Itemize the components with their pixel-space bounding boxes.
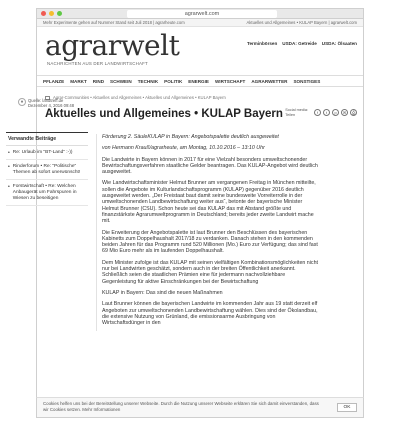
top-bar-right[interactable]: Aktuelles und Allgemeines • KULAP Bayern | agrarwelt.com (246, 20, 357, 25)
cookie-ok-button[interactable]: OK (337, 403, 357, 412)
related-post-item[interactable] (6, 160, 88, 180)
site-logo[interactable] (45, 31, 179, 66)
nav-item-energie[interactable]: ENERGIE (188, 78, 209, 84)
related-post-item[interactable] (6, 146, 88, 160)
related-posts-title: Verwandte Beiträge (6, 132, 88, 146)
bullet-icon: • (8, 184, 10, 190)
related-post-label: Rinderforum • Re: "Politische" Themen ab sofort unerwünscht! (12, 164, 81, 175)
print-icon[interactable]: ⎙ (351, 111, 356, 115)
social-label-line2: Teilen (285, 112, 296, 117)
address-bar[interactable]: agrarwelt.com (127, 10, 277, 18)
social-label-line1: Social media: (285, 108, 308, 112)
nav-item-pflanze[interactable]: PFLANZE (43, 78, 65, 84)
logo-tagline: NACHRICHTEN AUS DER LANDWIRTSCHAFT (47, 61, 148, 66)
social-label (285, 108, 308, 117)
top-bar-left[interactable]: Mehr Experimente gehen auf Nummer Stand seit Juli 2018 | agrarheute.com (43, 20, 185, 25)
close-window-icon[interactable] (41, 11, 46, 16)
market-link-termin[interactable]: Terminbörsen (247, 41, 278, 46)
twitter-icon[interactable]: t (323, 109, 330, 116)
related-post-item[interactable] (6, 180, 88, 206)
maximize-window-icon[interactable] (57, 11, 62, 16)
main-nav (37, 75, 363, 87)
market-link-oelsaaten[interactable]: USDA: Ölsaaten (321, 41, 357, 46)
meta-source: Quelle: landtreff.de (28, 98, 64, 103)
meta-date: Dezember 4, 2016 09:48 (28, 103, 75, 109)
market-links (247, 41, 357, 46)
article-paragraph: Wie Landwirtschaftsminister Helmut Brunner am vergangenen Freitag in München mitteilte, sollen die Angebote im Kulturlandschaftsprogramm (KULAP) gegenüber 2016 deutlich ausgeweitet werden. „Der Freistaat baut damit seine bundesweite Vorreiterrolle in der umweltschonenden Landbewirtschaftung weiter aus“, betonte der bayerische Minister Helmut Brunner (CSU). Schon heute sei das KULAP das mit Abstand größte und finanzstärkste Agrarumweltprogramm in Deutschland; bereits jeder zweite Landwirt mache mit. (102, 180, 316, 225)
article-byline: von Hermann Krauß/agrarheute, am Montag, 10.10.2016 – 13:10 Uhr (102, 145, 265, 152)
related-post-label: Re: Urlaub im "BT-Land" :-)) (12, 150, 73, 155)
bullet-icon: • (8, 164, 10, 170)
pinterest-icon[interactable]: p (332, 109, 339, 116)
cookie-banner (36, 397, 364, 418)
nav-item-wirtschaft[interactable]: WIRTSCHAFT (214, 78, 246, 84)
related-posts (6, 132, 88, 206)
window-controls (41, 11, 62, 16)
article-paragraph: Die Landwirte in Bayern können in 2017 für eine Vielzahl besonders umweltschonender Bewirtschaftungsverfahren staatliche Gelder beantragen. Das KULAP-Angebot wird deutlich ausgeweitet. (102, 156, 318, 176)
bullet-icon: • (8, 150, 10, 156)
facebook-icon[interactable]: f (314, 109, 321, 116)
article-lead: Förderung 2. SäuleKULAP in Bayern: Angebotspalette deutlich ausgeweitet (102, 134, 279, 140)
author-avatar-icon: ● (18, 98, 26, 106)
email-icon[interactable]: ✉ (342, 111, 347, 115)
nav-item-sonstiges[interactable]: SONSTIGES (293, 78, 321, 84)
breadcrumb (37, 87, 363, 100)
social-share (285, 108, 357, 117)
nav-item-rind[interactable]: RIND (92, 78, 105, 84)
cookie-text: Cookies helfen uns bei der Bereitstellung unserer Webseite. Durch die Nutzung unserer Webseite erklären Sie sich damit einverstanden, dass wir Cookies setzen. Mehr Informationen (43, 401, 319, 412)
nav-item-markt[interactable]: MARKT (70, 78, 87, 84)
title-row (37, 106, 363, 124)
nav-item-agrarwetter[interactable]: AGRARWETTER (251, 78, 288, 84)
post-meta (20, 98, 75, 109)
article-paragraph: Die Erweiterung der Angebotspalette ist laut Brunner den Beschlüssen des bayerischen Kabinetts zum Doppelhaushalt 2017/18 zu verdanken. Danach stehen in den kommenden beiden Jahren für das Programm rund 520 Millionen (Mo.) Euro zur Verfügung; das sind fast 69 Mio Euro mehr als im laufenden Doppelhaushalt. (102, 229, 318, 255)
article-body (96, 134, 319, 331)
related-post-label: Forstwirtschaft • Re: Welchen Anbaugerät um Fahrspuren in Wiesen zu beseitigen (12, 184, 77, 201)
top-bar (37, 19, 363, 27)
breadcrumb-text[interactable]: Agrar-Communities • Aktuelles und Allgemeines • Aktuelles und Allgemeines • KULAP Bayern (53, 95, 226, 100)
logo-text: agrarwelt (45, 29, 180, 62)
article-paragraph: Laut Brunner können die bayerischen Landwirte im kommenden Jahr aus 19 statt derzeit elf Angeboten zur umweltschonenden Landbewirtschaftung wählen. Dies sind der Ökolandbau, die extensive Nutzung von Grünland, die emissionsarme Ausbringung von Wirtschaftsdünger in den (102, 301, 318, 327)
browser-toolbar (36, 8, 364, 18)
article-paragraph: Dem Minister zufolge ist das KULAP mit seinen vielfältigen Kombinationsmöglichkeiten nicht nur bei Landwirten geschätzt, sondern auch in der breiten Öffentlichkeit anerkannt. Schließlich seien die staatlichen Prämien eine für jedermann nachvollziehbare Gegenleistung für aktive Einschränkungen bei der Bewirtschaftung (102, 259, 319, 285)
nav-item-politik[interactable]: POLITIK (164, 78, 183, 84)
page-title: Aktuelles und Allgemeines • KULAP Bayern (45, 108, 283, 120)
market-link-getreide[interactable]: USDA: Getreide (282, 41, 317, 46)
nav-item-technik[interactable]: TECHNIK (137, 78, 159, 84)
article-paragraph: KULAP in Bayern: Das sind die neuen Maßnahmen (102, 289, 223, 296)
minimize-window-icon[interactable] (49, 11, 54, 16)
site-header (37, 27, 363, 75)
nav-item-schwein[interactable]: SCHWEIN (110, 78, 132, 84)
